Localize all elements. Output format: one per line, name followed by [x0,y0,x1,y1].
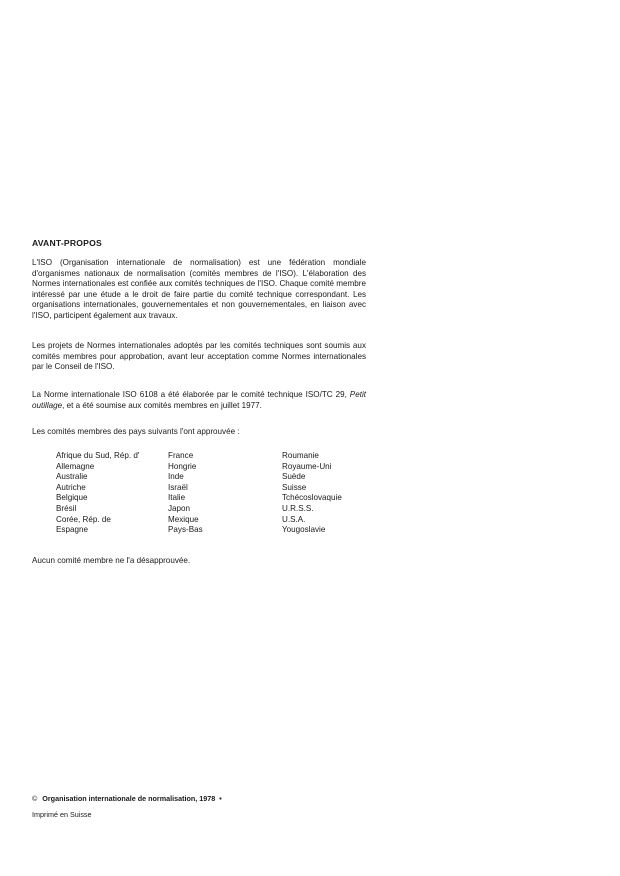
section-heading: AVANT-PROPOS [32,238,102,248]
disapproval-paragraph: Aucun comité membre ne l'a désapprouvée. [32,556,191,565]
country-name: U.R.S.S. [282,503,314,513]
standard-text-after: , et a été soumise aux comités membres en juillet 1977. [62,400,262,410]
country-name: Hongrie [168,461,197,471]
committee-title: Petit outillage [32,390,366,410]
country-name: Autriche [56,482,86,492]
country-name: Suisse [282,482,307,492]
country-name: Allemagne [56,461,95,471]
country-name: Espagne [56,525,88,535]
adoption-paragraph: Les projets de Normes internationales adoptés par les comités techniques sont soumis aux comités membres pour approbation, avant leur acceptation comme Normes internationales par le Conseil de l'ISO. [32,341,366,372]
copyright-text: Organisation internationale de normalisation, 1978 [42,794,216,803]
country-name: Pays-Bas [168,525,203,535]
country-name: Roumanie [282,451,319,460]
copyright-symbol: © [32,794,38,803]
country-name: Tchécoslovaquie [282,493,342,503]
countries-column-3 [282,451,342,536]
country-name: Suède [282,472,306,482]
countries-column-1 [56,451,139,536]
printed-in: Imprimé en Suisse [32,810,92,819]
country-name: Yougoslavie [282,525,326,535]
bullet-mark: • [219,794,222,803]
country-name: Israël [168,482,188,492]
countries-column-2 [168,451,203,536]
country-name: Inde [168,472,184,482]
country-name: Brésil [56,503,77,513]
country-name: Australie [56,472,88,482]
country-name: France [168,451,194,460]
standard-text-before: La Norme internationale ISO 6108 a été élaborée par le comité technique ISO/TC 29, [32,390,350,399]
country-name: Mexique [168,514,199,524]
copyright-line [32,794,222,803]
country-name: Corée, Rép. de [56,514,111,524]
approval-paragraph: Les comités membres des pays suivants l'ont approuvée : [32,427,240,436]
country-name: Royaume-Uni [282,461,332,471]
country-name: Japon [168,503,191,513]
country-name: Afrique du Sud, Rép. d' [56,451,140,460]
standard-paragraph [32,390,366,411]
intro-paragraph: L'ISO (Organisation internationale de normalisation) est une fédération mondiale d'organismes nationaux de normalisation (comités membres de l'ISO). L'élaboration des Normes internationales est confiée aux comités techniques de l'ISO. Chaque comité membre intéressé par une étude a le droit de faire partie du comité technique correspondant. Les organisations internationales, gouvernementales et non gouvernementales, en liaison avec l'ISO, participent également aux travaux. [32,258,366,320]
country-name: Italie [168,493,186,503]
country-name: U.S.A. [282,514,306,524]
country-name: Belgique [56,493,88,503]
